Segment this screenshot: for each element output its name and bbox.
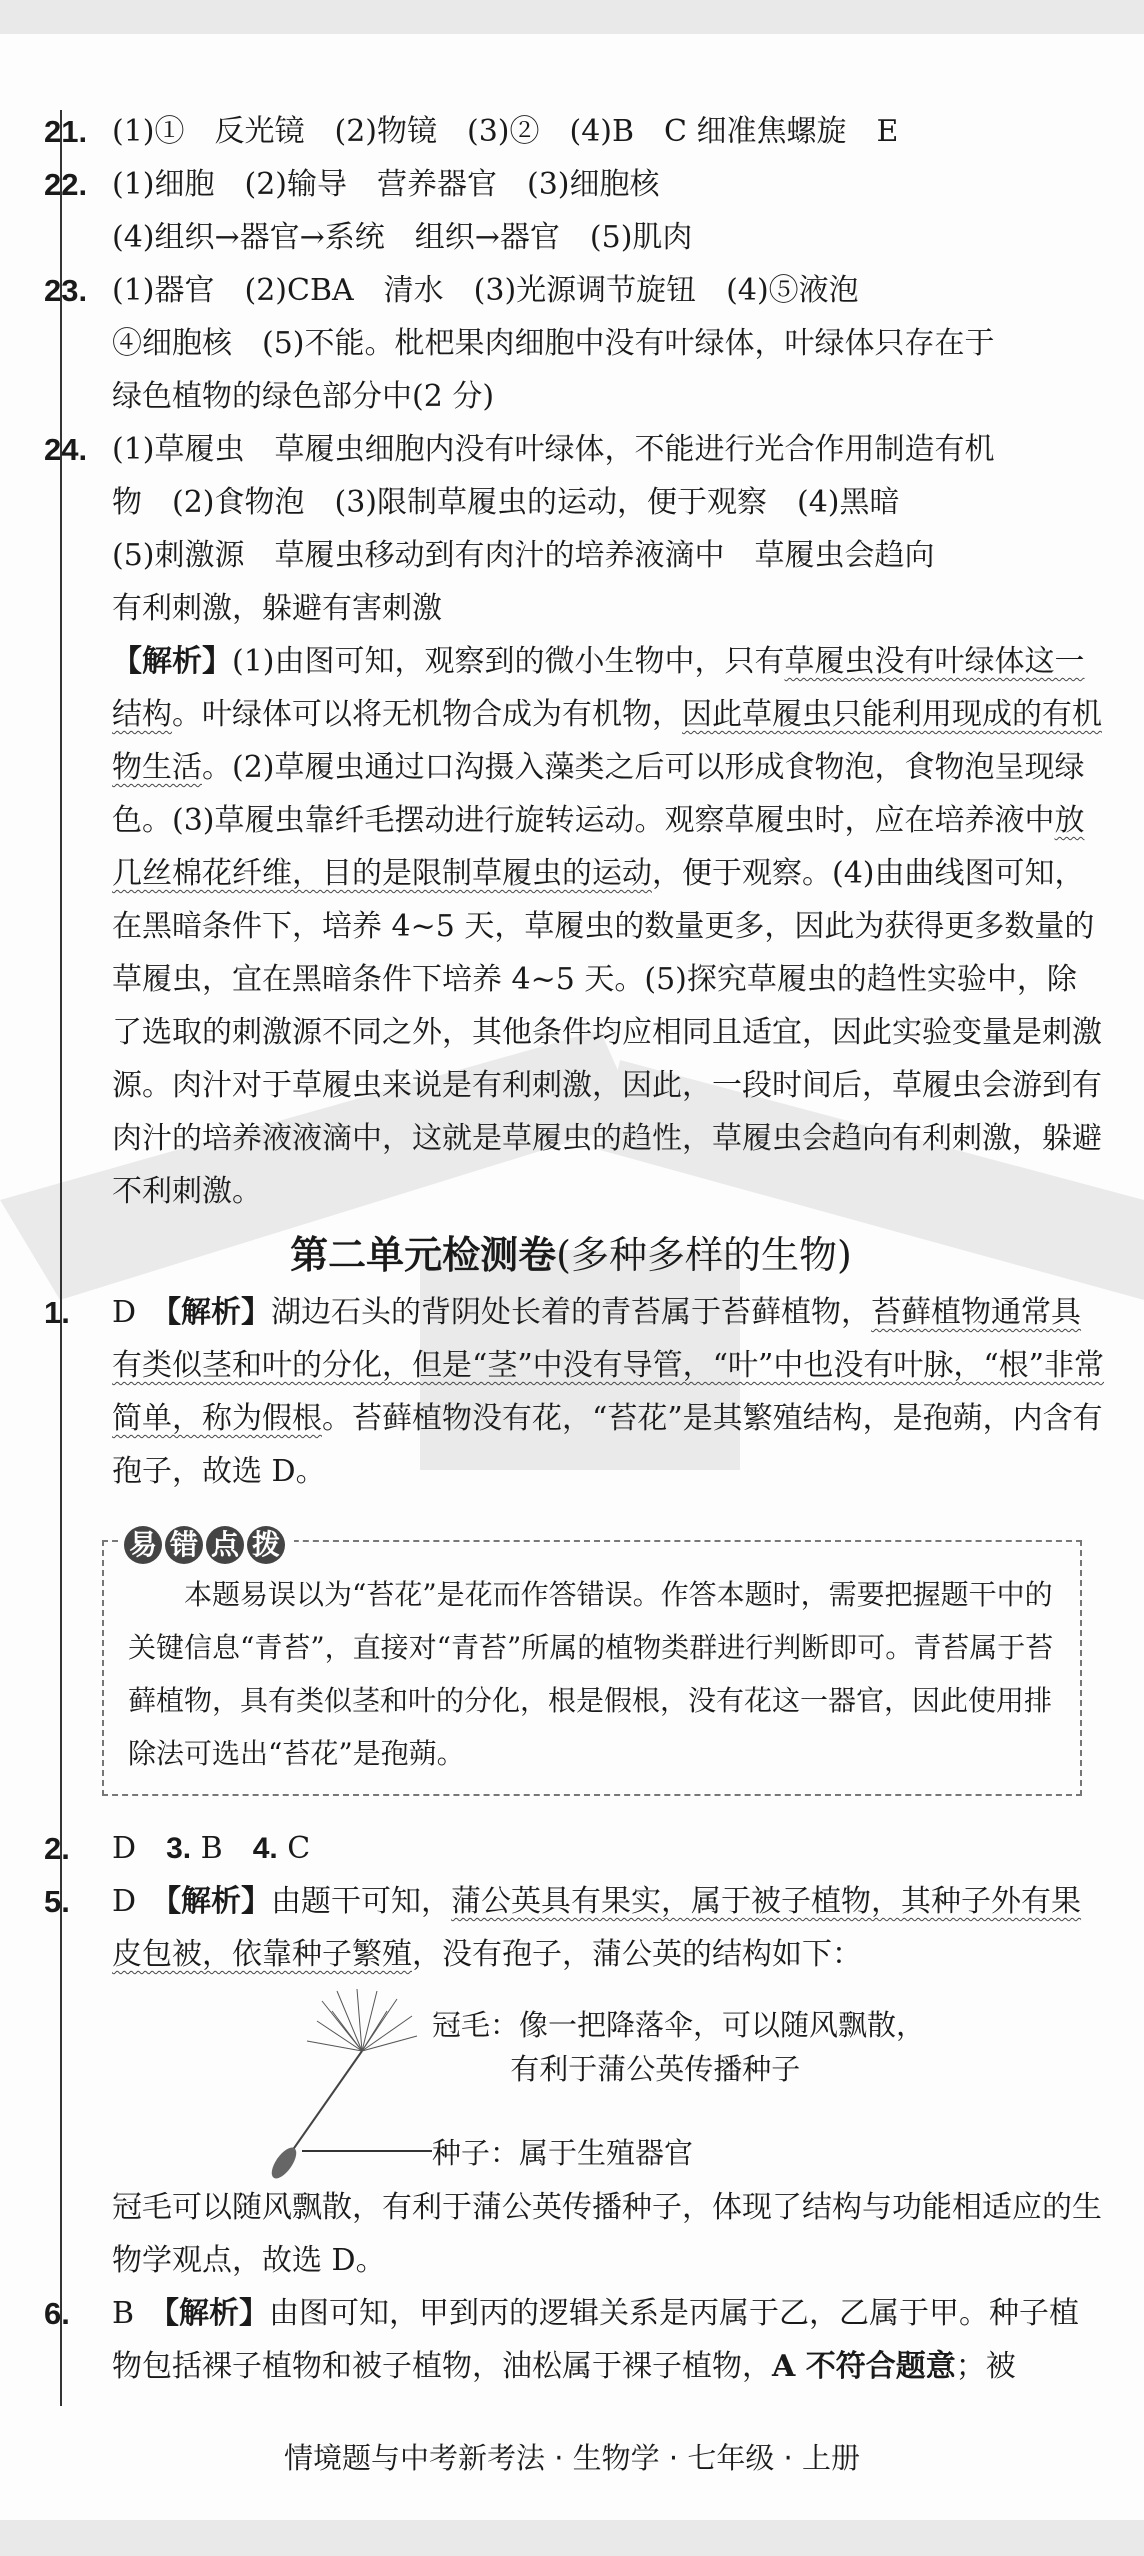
question-21 (36, 105, 1106, 158)
question-number: 5. (44, 1884, 70, 1919)
bottom-margin-band (0, 2520, 1144, 2556)
question-22 (36, 158, 1106, 264)
question-24 (36, 423, 1106, 1218)
answer-choice: C (287, 1831, 311, 1866)
section-subtitle: (多种多样的生物) (556, 1233, 852, 1277)
label-char: 易 (124, 1526, 162, 1564)
seed-pointer-line (302, 2149, 432, 2153)
seed-label: 种子：属于生殖器官 (432, 2136, 694, 2170)
analysis-text: 湖边石头的背阴处长着的青苔属于苔藓植物， (271, 1295, 872, 1330)
key-point-underline: 放几丝棉花纤维，目的是限制草履虫的运动 (112, 803, 1085, 891)
question-number: 21. (44, 114, 88, 149)
key-point-underline: 苔藓植物通常具有类似茎和叶的分化，但是“茎”中没有导管，“叶”中也没有叶脉，“根”非常简单，称为假根 (112, 1295, 1105, 1436)
section-title: 第二单元检测卷 (290, 1233, 557, 1277)
analysis-text: ，没有孢子，蒲公英的结构如下： (412, 1937, 862, 1972)
error-tip-box (102, 1528, 1082, 1796)
analysis-tag: 【解析】 (164, 2296, 270, 2331)
answer-choice: B (112, 2296, 135, 2331)
analysis-paragraph (112, 1286, 1106, 1498)
key-point-underline: 草履虫没有叶绿体这一结构 (112, 644, 1085, 732)
answer-line: (4)组织→器官→系统 组织→器官 (5)肌肉 (112, 220, 693, 255)
question-6 (36, 2287, 1106, 2393)
page-footer: 情境题与中考新考法 · 生物学 · 七年级 · 上册 (284, 2441, 860, 2475)
answer-choice: D (112, 1831, 137, 1866)
key-point-underline: 因此草履虫只能利用现成的有机物生活 (112, 697, 1102, 785)
dandelion-figure (112, 1981, 1106, 2181)
pappus-label-line: 有利于蒲公英传播种子 (510, 2052, 801, 2086)
analysis-tag: 【解析】 (166, 1884, 272, 1919)
question-23 (36, 264, 1106, 423)
error-tip-text: 本题易误以为“苔花”是花而作答错误。作答本题时，需要把握题干中的关键信息“青苔”，直接对“青苔”所属的植物类群进行判断即可。青苔属于苔藓植物，具有类似茎和叶的分化，根是假根，没有花这一器官，因此使用排除法可选出“苔花”是孢蒴。 (128, 1578, 1054, 1770)
answer-line: 物 (2)食物泡 (3)限制草履虫的运动，便于观察 (4)黑暗 (112, 485, 900, 520)
answer-line: (1)草履虫 草履虫细胞内没有叶绿体，不能进行光合作用制造有机 (112, 432, 995, 467)
pappus-label (432, 2003, 925, 2091)
answer-line (112, 1822, 1106, 1875)
question-number: 4. (252, 1832, 278, 1865)
answer-page (36, 105, 1106, 2393)
answer-line: 有利刺激，躲避有害刺激 (112, 591, 442, 626)
pappus-label-line: 冠毛：像一把降落伞，可以随风飘散， (432, 2008, 926, 2042)
analysis-text: ；被 (955, 2349, 1016, 2384)
question-1 (36, 1286, 1106, 1498)
label-char: 错 (165, 1526, 203, 1564)
question-number: 1. (44, 1295, 70, 1330)
label-char: 点 (206, 1526, 244, 1564)
analysis-text: ，便于观察。(4)由曲线图可知，在黑暗条件下，培养 4~5 天，草履虫的数量更多，因此为获得更多数量的草履虫，宜在黑暗条件下培养 4~5 天。(5)探究草履虫的趋性实验中，除了选取的刺激源不同之外，其他条件均应相同且适宜，因此实验变量是刺激源。肉汁对于草履虫来说是有利刺激，因此，一段时间后，草履虫会游到有肉汁的培养液液滴中，这就是草履虫的趋性，草履虫会趋向有利刺激，躲避不利刺激。 (112, 856, 1102, 1209)
question-number: 23. (44, 273, 88, 308)
question-5 (36, 1875, 1106, 1981)
label-char: 拨 (247, 1526, 285, 1564)
option-judgement: A 不符合题意 (772, 2349, 956, 2384)
question-5-conclusion (36, 2181, 1106, 2287)
top-margin-band (0, 0, 1144, 34)
question-number: 24. (44, 432, 88, 467)
answer-line: (1)细胞 (2)输导 营养器官 (3)细胞核 (112, 167, 660, 202)
analysis-tag: 【解析】 (112, 644, 232, 679)
analysis-text: 冠毛可以随风飘散，有利于蒲公英传播种子，体现了结构与功能相适应的生物学观点，故选 D。 (112, 2190, 1102, 2278)
analysis-paragraph (112, 1875, 1106, 1981)
question-number: 6. (44, 2296, 70, 2331)
question-number: 2. (44, 1831, 70, 1866)
error-tip-label (118, 1518, 294, 1571)
analysis-text: 。(2)草履虫通过口沟摄入藻类之后可以形成食物泡，食物泡呈现绿色。(3)草履虫靠纤毛摆动进行旋转运动。观察草履虫时，应在培养液中 (112, 750, 1085, 838)
answer-choice: B (200, 1831, 223, 1866)
answer-line: ④细胞核 (5)不能。枇杷果肉细胞中没有叶绿体，叶绿体只存在于 (112, 326, 995, 361)
analysis-tag: 【解析】 (166, 1295, 272, 1330)
section-heading (36, 1224, 1106, 1286)
analysis-text: 。叶绿体可以将无机物合成为有机物， (172, 697, 682, 732)
analysis-paragraph (112, 635, 1106, 1218)
question-number: 3. (166, 1832, 192, 1865)
analysis-text: 由图可知，甲到丙的逻辑关系是丙属于乙，乙属于甲。种子植物包括裸子植物和被子植物，油松属于裸子植物， (112, 2296, 1080, 2384)
question-number: 22. (44, 167, 88, 202)
answer-line: (1)① 反光镜 (2)物镜 (3)② (4)B C 细准焦螺旋 E (112, 114, 899, 149)
analysis-paragraph (112, 2287, 1106, 2393)
answer-line: (1)器官 (2)CBA 清水 (3)光源调节旋钮 (4)⑤液泡 (112, 273, 859, 308)
questions-2-4 (36, 1822, 1106, 1875)
key-point-underline: 蒲公英具有果实，属于被子植物，其种子外有果皮包被，依靠种子繁殖 (112, 1884, 1082, 1972)
answer-choice: D (112, 1884, 137, 1919)
analysis-text: (1)由图可知，观察到的微小生物中，只有 (232, 644, 785, 679)
answer-choice: D (112, 1295, 137, 1330)
answer-line: (5)刺激源 草履虫移动到有肉汁的培养液滴中 草履虫会趋向 (112, 538, 935, 573)
analysis-text: 。苔藓植物没有花，“苔花”是其繁殖结构，是孢蒴，内含有孢子，故选 D。 (112, 1401, 1103, 1489)
analysis-text: 由题干可知， (271, 1884, 452, 1919)
answer-line: 绿色植物的绿色部分中(2 分) (112, 379, 495, 414)
